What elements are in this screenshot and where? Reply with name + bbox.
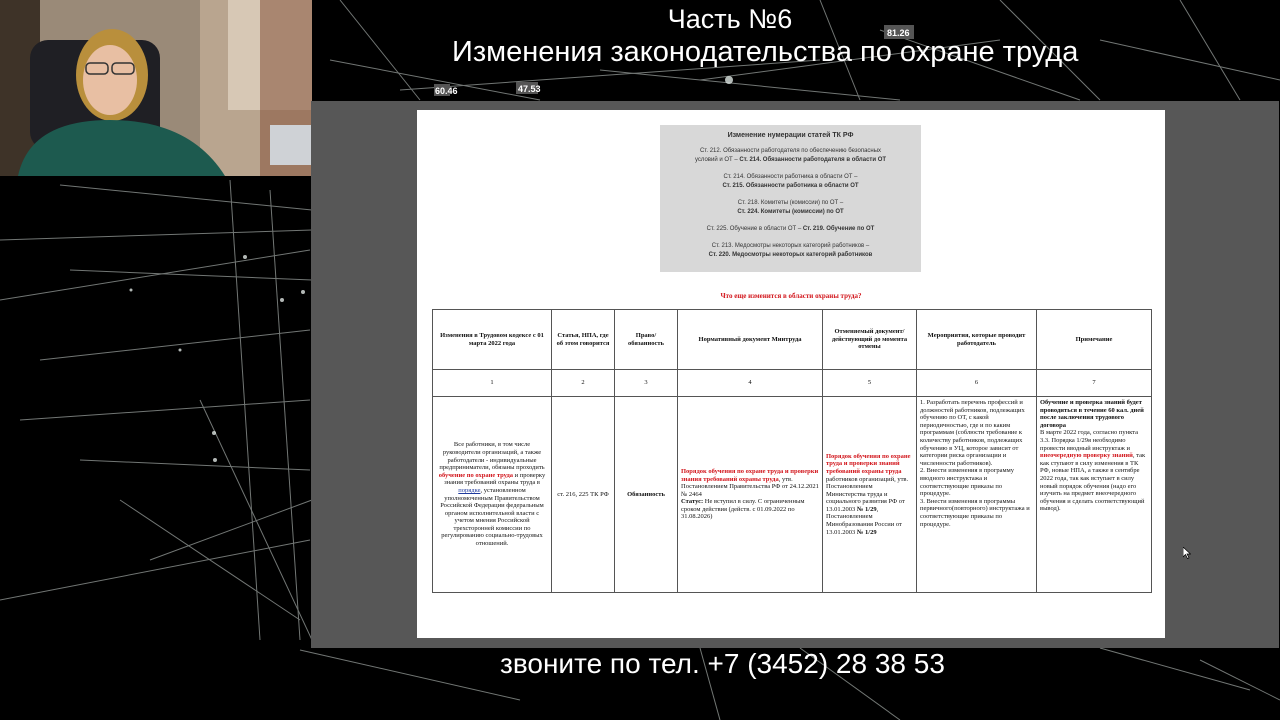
table-header: Право/ обязанность — [615, 310, 678, 370]
renumbering-group: Ст. 213. Медосмотры некоторых категорий работников – Ст. 220. Медосмотры некоторых категорий работников — [708, 243, 873, 258]
cell-note: Обучение и проверка знаний будет проводиться в течение 60 кал. дней после заключения трудового договора В марте 2022 года, согласно пункта 3.3. Порядка 1/29я необходимо провести вводный инструктаж и внеочередную проверку знаний, так как ступают в силу изменения в ТК РФ, новые НПА, а также в сентябре 2022 года, так как вступает в силу новый порядок обучения (надо его изучить на предмет внеочередного обучения и сделать соответствующий вывод). — [1037, 397, 1152, 593]
phone-caption: звоните по тел. +7 (3452) 28 38 53 — [500, 648, 945, 679]
renumbering-group: Ст. 214. Обязанности работника в области ОТ – Ст. 215. Обязанности работника в области ОТ — [722, 174, 859, 189]
bg-label-3: 60.46 — [435, 86, 458, 96]
table-row — [433, 397, 1152, 593]
table-header: Изменения в Трудовом кодексе с 01 марта 2022 года — [433, 310, 552, 370]
cell-obligation: Обязанность — [615, 397, 678, 593]
renumbering-heading: Изменение нумерации статей ТК РФ — [727, 132, 854, 139]
cell-document: Порядок обучения по охране труда и проверки знания требований охраны труда, утв. Постановлением Правительства РФ от 24.12.2021 № 2464 Статус: Не вступил в силу. С ограниченным сроком действия (действ. с 01.09.2022 по 31.08.2026) — [678, 397, 823, 593]
table-header: Примечание — [1037, 310, 1152, 370]
bg-label-1: 81.26 — [887, 28, 910, 38]
table-header: Статья, НПА, где об этом говорится — [552, 310, 615, 370]
page-title: Изменения законодательства по охране труда — [452, 36, 1079, 68]
question-heading: Что еще изменится в области охраны труда? — [720, 292, 862, 300]
renumbering-box — [660, 125, 921, 272]
renumbering-group: Ст. 212. Обязанности работодателя по обеспечению безопасных условий и ОТ – Ст. 214. Обязанности работодателя в области ОТ — [694, 148, 887, 163]
table-header: Мероприятия, которые проводит работодатель — [917, 310, 1037, 370]
column-number: 6 — [917, 370, 1037, 397]
renumbering-group: Ст. 225. Обучение в области ОТ – Ст. 219. Обучение по ОТ — [706, 226, 875, 232]
part-title: Часть №6 — [667, 4, 793, 34]
bg-label-2: 47.53 — [518, 84, 541, 94]
column-number: 5 — [823, 370, 917, 397]
document-page — [417, 110, 1165, 638]
column-number: 3 — [615, 370, 678, 397]
cell-measures: 1. Разработать перечень профессий и должностей работников, подлежащих обучению по ОТ, с какой периодичностью, где и по каким программам (соблюсти требование к количеству работников, подлежащих обучению в УЦ, которое зависит от категории риска организации и численности работников). 2. Внести изменения в программу вводного инструктажа и соответствующие приказы по процедуре. 3. Внести изменения в программы первичного(повторного) инструктажа и соответствующие приказы по процедуре. — [917, 397, 1037, 593]
table-header: Нормативный документ Минтруда — [678, 310, 823, 370]
column-number: 7 — [1037, 370, 1152, 397]
column-number: 1 — [433, 370, 552, 397]
cell-article: ст. 216, 225 ТК РФ — [552, 397, 615, 593]
changes-table — [432, 309, 1152, 593]
column-number: 2 — [552, 370, 615, 397]
column-number: 4 — [678, 370, 823, 397]
table-header: Отменяемый документ/действующий до момента отмены — [823, 310, 917, 370]
renumbering-group: Ст. 218. Комитеты (комиссии) по ОТ – Ст. 224. Комитеты (комиссии) по ОТ — [737, 200, 844, 215]
table-header-row — [433, 310, 1152, 370]
cell-cancelled-document: Порядок обучения по охране труда и проверки знаний требований охраны труда работников организаций, утв. Постановлением Министерства труда и социального развития РФ от 13.01.2003 № 1/29, Постановлением Минобразования России от 13.01.2003 № 1/29 — [823, 397, 917, 593]
mouse-cursor-icon — [1183, 547, 1191, 559]
table-number-row — [433, 370, 1152, 397]
order-link[interactable]: порядке — [458, 486, 481, 494]
cell-change: Все работники, в том числе руководители организаций, а также работодатели - индивидуальные предприниматели, обязаны проходить обучение по охране труда и проверку знания требований охраны труда в порядке, установленном уполномоченным Правительством Российской Федерации федеральным органом исполнительной власти с учетом мнения Российской трехсторонней комиссии по регулированию социально-трудовых отношений. — [433, 397, 552, 593]
